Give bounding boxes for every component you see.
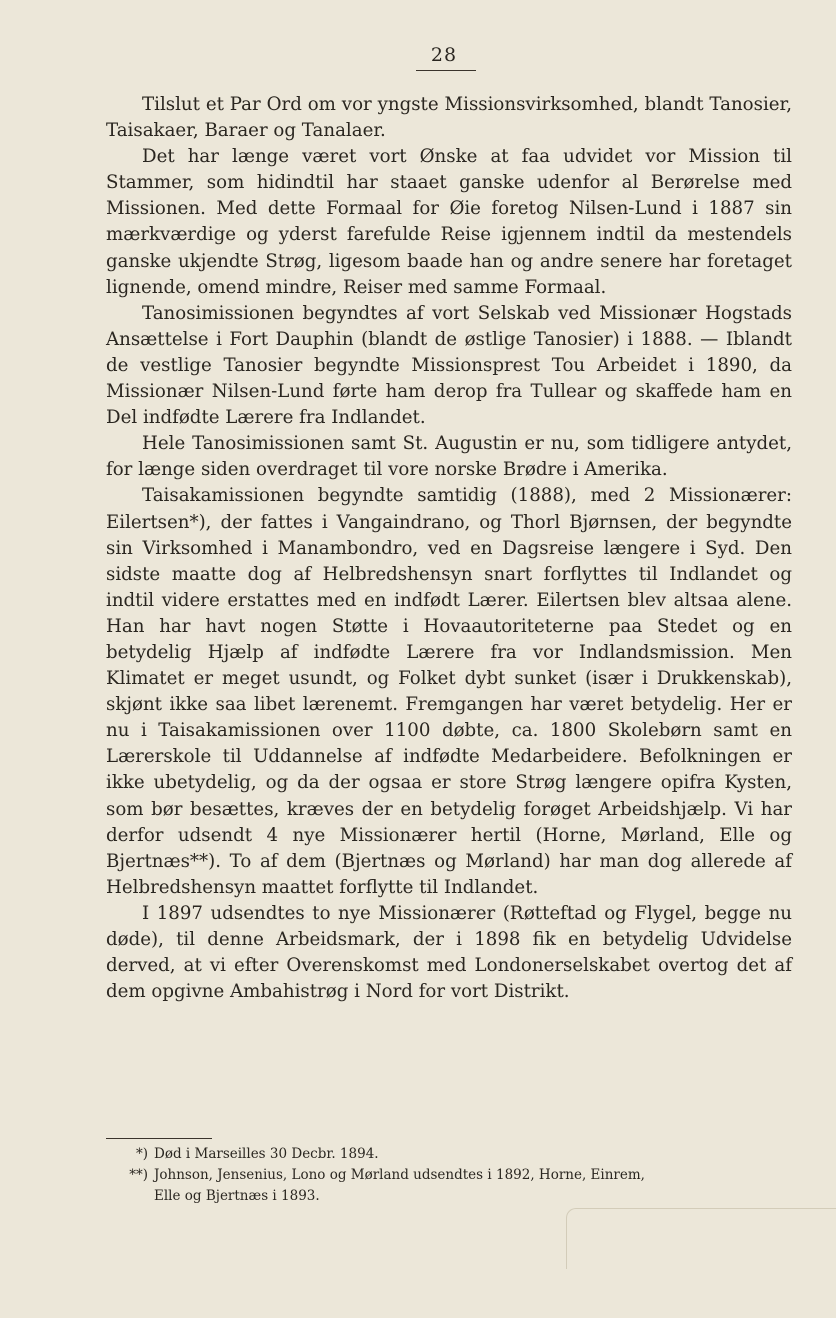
body-text	[106, 92, 792, 1005]
footnote	[106, 1165, 796, 1186]
footnote-mark: **)	[129, 1167, 148, 1183]
paragraph: Tilslut et Par Ord om vor yngste Missionsvirksomhed, blandt Tanosier, Taisakaer, Baraer og Tanalaer.	[106, 94, 792, 142]
paper-crease	[566, 1208, 836, 1269]
page-number-underline	[416, 70, 476, 71]
footnote	[106, 1144, 796, 1165]
footnote-text: Johnson, Jensenius, Lono og Mørland udsendtes i 1892, Horne, Einrem,	[154, 1167, 645, 1183]
paragraph: Tanosimissionen begyndtes af vort Selskab ved Missionær Hogstads Ansættelse i Fort Dauphin (blandt de østlige Tanosier) i 1888. — Iblandt de vestlige Tanosier begyndte Missionsprest Tou Arbeidet i 1890, da Missionær Nilsen-Lund førte ham derop fra Tullear og skaffede ham en Del indfødte Lærere fra Indlandet.	[106, 302, 792, 429]
paragraph: Hele Tanosimissionen samt St. Augustin er nu, som tidligere antydet, for længe siden overdraget til vore norske Brødre i Amerika.	[106, 433, 792, 481]
paragraph: Taisakamissionen begyndte samtidig (1888), med 2 Missionærer: Eilertsen*), der fattes i Vangaindrano, og Thorl Bjørnsen, der begyndte sin Virksomhed i Manambondro, ved en Dagsreise længere i Syd. Den sidste maatte dog af Helbredshensyn snart forflyttes til Indlandet og indtil videre erstattes med en indfødt Lærer. Eilertsen blev altsaa alene. Han har havt nogen Støtte i Hovaautoriteterne paa Stedet og en betydelig Hjælp af indfødte Lærere fra vor Indlandsmission. Men Klimatet er meget usundt, og Folket dybt sunket (især i Drukkenskab), skjønt ikke saa libet lærenemt. Fremgangen har været betydelig. Her er nu i Taisakamissionen over 1100 døbte, ca. 1800 Skolebørn samt en Lærerskole til Uddannelse af indfødte Medarbeidere. Befolkningen er ikke ubetydelig, og da der ogsaa er store Strøg længere opifra Kysten, som bør besættes, kræves der en betydelig forøget Arbeidshjælp. Vi har derfor udsendt 4 nye Missionærer hertil (Horne, Mørland, Elle og Bjertnæs**). To af dem (Bjertnæs og Mørland) har man dog allerede af Helbredshensyn maattet forflytte til Indlandet.	[106, 485, 792, 898]
paragraph: I 1897 udsendtes to nye Missionærer (Røtteftad og Flygel, begge nu døde), til denne Arbeidsmark, der i 1898 fik en betydelig Udvidelse derved, at vi efter Overenskomst med Londonerselskabet overtog det af dem opgivne Ambahistrøg i Nord for vort Distrikt.	[106, 902, 792, 1003]
footnote-separator	[106, 1138, 212, 1139]
paragraph: Det har længe været vort Ønske at faa udvidet vor Mission til Stammer, som hidindtil har staaet ganske udenfor al Berørelse med Missionen. Med dette Formaal for Øie foretog Nilsen-Lund i 1887 sin mærkværdige og yderst farefulde Reise igjennem indtil da mestendels ganske ukjendte Strøg, ligesom baade han og andre senere har foretaget lignende, omend mindre, Reiser med samme Formaal.	[106, 146, 792, 298]
footnotes	[106, 1144, 796, 1207]
footnote-mark: *)	[135, 1146, 148, 1162]
footnote-continuation: Elle og Bjertnæs i 1893.	[154, 1188, 320, 1204]
footnote-text: Død i Marseilles 30 Decbr. 1894.	[154, 1146, 379, 1162]
page-number: 28	[430, 44, 458, 66]
